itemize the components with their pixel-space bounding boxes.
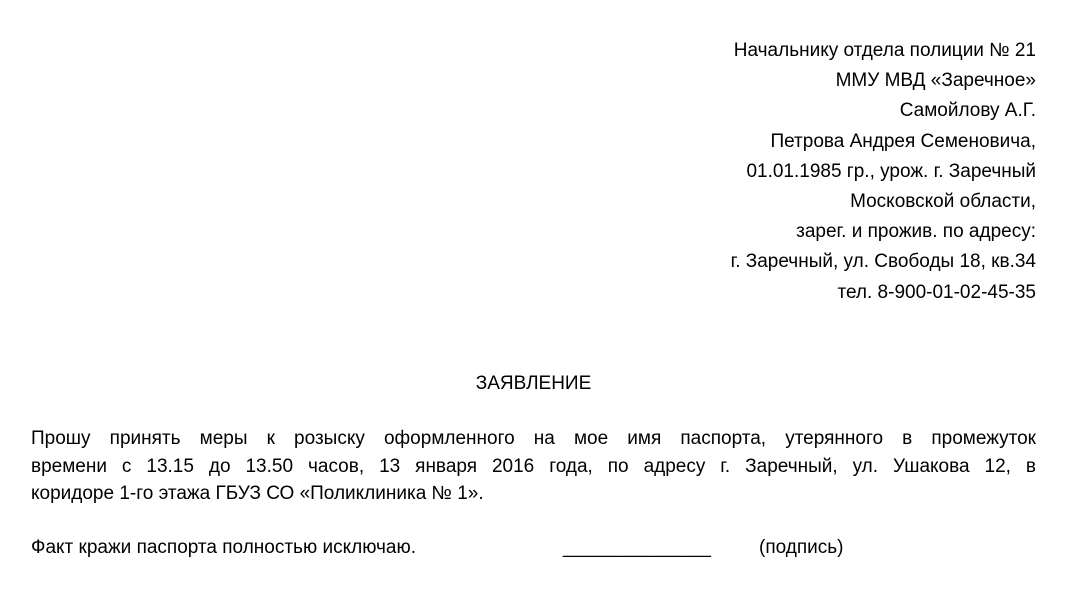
addressee-department-line: ММУ МВД «Заречное» (835, 70, 1036, 92)
signature-label: (подпись) (759, 537, 844, 558)
addressee-block (516, 36, 1036, 308)
statement-body (31, 425, 1036, 508)
sender-name-line: Петрова Андрея Семеновича, (770, 130, 1036, 152)
signature-row (31, 535, 1036, 561)
statement-line-2: времени с 13.15 до 13.50 часов, 13 января 2016 года, по адресу г. Заречный, ул. Ушакова 12, в (31, 455, 1036, 477)
sender-phone-line: тел. 8-900-01-02-45-35 (837, 281, 1036, 303)
theft-exclusion-statement: Факт кражи паспорта полностью исключаю. (31, 537, 417, 558)
statement-line-1: Прошу принять меры к розыску оформленного на мое имя паспорта, утерянного в промежуток (31, 428, 1036, 449)
sender-address-label-line: зарег. и прожив. по адресу: (796, 221, 1036, 243)
signature-line: ______________ (563, 537, 711, 558)
statement-line-3: коридоре 1-го этажа ГБУЗ СО «Поликлиника № 1». (31, 483, 484, 504)
sender-address-line: г. Заречный, ул. Свободы 18, кв.34 (730, 251, 1036, 273)
addressee-name-line: Самойлову А.Г. (899, 100, 1036, 122)
sender-region-line: Московской области, (850, 191, 1036, 213)
addressee-recipient-line: Начальнику отдела полиции № 21 (733, 40, 1036, 61)
document-title: ЗАЯВЛЕНИЕ (475, 373, 592, 394)
sender-birth-line: 01.01.1985 гр., урож. г. Заречный (746, 160, 1036, 182)
